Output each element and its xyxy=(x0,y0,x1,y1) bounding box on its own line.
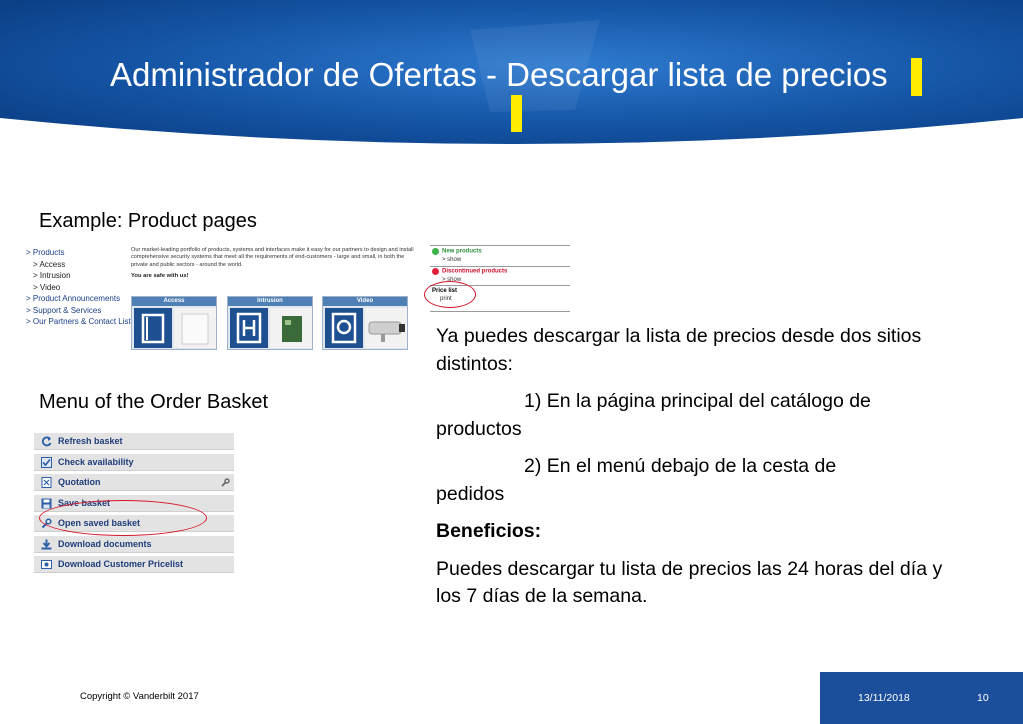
page-number: 10 xyxy=(977,692,989,704)
download-icon xyxy=(41,539,52,550)
body-text xyxy=(436,323,956,611)
copyright-text: Copyright © Vanderbilt 2017 xyxy=(80,691,199,702)
intrusion-panel-image xyxy=(270,308,312,348)
document-icon xyxy=(41,477,52,488)
footer-date: 13/11/2018 xyxy=(858,692,910,704)
nav-product-announcements[interactable]: > Product Announcements xyxy=(26,294,121,303)
card-intrusion-label: Intrusion xyxy=(228,297,312,306)
door-icon xyxy=(134,308,172,348)
body-item-2: 2) En el menú debajo de la cesta de xyxy=(524,455,837,477)
page-title: Administrador de Ofertas - Descargar lista de precios xyxy=(110,56,888,93)
basket-check-availability-item[interactable]: Check availability xyxy=(34,454,234,471)
slide-header xyxy=(0,0,1023,160)
nav-access[interactable]: > Access xyxy=(33,259,66,269)
green-dot-icon xyxy=(432,248,439,255)
nav-products[interactable]: > Products xyxy=(26,248,65,257)
save-icon xyxy=(41,498,52,509)
benefits-text: Puedes descargar tu lista de precios las 24 horas del día y los 7 días de la semana. xyxy=(436,557,943,607)
red-dot-icon xyxy=(432,268,439,275)
body-paragraph-intro: Ya puedes descargar la lista de precios desde dos sitios distintos: xyxy=(436,325,922,375)
basket-download-pricelist-item[interactable]: Download Customer Pricelist xyxy=(34,556,234,573)
access-reader-image xyxy=(174,308,216,348)
card-video[interactable] xyxy=(322,296,408,350)
panel-divider xyxy=(430,245,570,246)
benefits-heading: Beneficios: xyxy=(436,520,542,542)
example-heading: Example: Product pages xyxy=(39,210,257,232)
new-products-row: New products xyxy=(432,248,482,255)
card-video-label: Video xyxy=(323,297,407,306)
check-icon xyxy=(41,457,52,468)
title-accent-bar xyxy=(911,58,922,96)
card-access-label: Access xyxy=(132,297,216,306)
wrench-icon xyxy=(220,477,230,494)
body-item-1-cont: productos xyxy=(436,417,522,440)
body-item-1: 1) En la página principal del catálogo de xyxy=(524,390,871,412)
basket-download-documents-item[interactable]: Download documents xyxy=(34,536,234,553)
nav-video[interactable]: > Video xyxy=(33,282,61,292)
card-intrusion[interactable] xyxy=(227,296,313,350)
panel-divider xyxy=(430,266,570,267)
open-saved-basket-highlight xyxy=(39,500,207,536)
price-list-label: Price list xyxy=(432,288,458,294)
title-accent-bar-lower xyxy=(511,95,522,132)
product-safe-text: You are safe with us! xyxy=(131,273,189,279)
discontinued-row: Discontinued products xyxy=(432,268,507,275)
basket-open-saved-item[interactable]: Open saved basket xyxy=(34,515,234,532)
price-list-print-link[interactable]: print xyxy=(440,296,452,302)
discontinued-show-link[interactable]: > show xyxy=(442,277,462,283)
camera-icon xyxy=(325,308,363,348)
nav-partners-contact[interactable]: > Our Partners & Contact List xyxy=(26,317,131,326)
video-camera-image xyxy=(365,308,407,348)
basket-save-item[interactable]: Save basket xyxy=(34,495,234,512)
product-intro-text: Our market-leading portfolio of products, systems and interfaces make it easy for our partners to design and install comprehensive security systems that meet all the requirements of end-customers - large and small, in both the private and public sectors - around the world. xyxy=(131,247,414,268)
basket-refresh-item[interactable]: Refresh basket xyxy=(34,433,234,450)
new-products-show-link[interactable]: > show xyxy=(442,257,462,263)
price-list-highlight xyxy=(424,281,476,308)
intrusion-icon xyxy=(230,308,268,348)
nav-intrusion[interactable]: > Intrusion xyxy=(33,271,71,280)
body-item-2-cont: pedidos xyxy=(436,482,505,505)
pricelist-icon xyxy=(41,559,52,570)
basket-quotation-item[interactable]: Quotation xyxy=(34,474,234,491)
basket-heading: Menu of the Order Basket xyxy=(39,391,269,413)
nav-support-services[interactable]: > Support & Services xyxy=(26,305,102,315)
card-access[interactable] xyxy=(131,296,217,350)
refresh-icon xyxy=(41,436,52,447)
panel-divider xyxy=(430,311,570,312)
footer-bar xyxy=(820,672,1023,724)
product-nav xyxy=(26,247,136,328)
